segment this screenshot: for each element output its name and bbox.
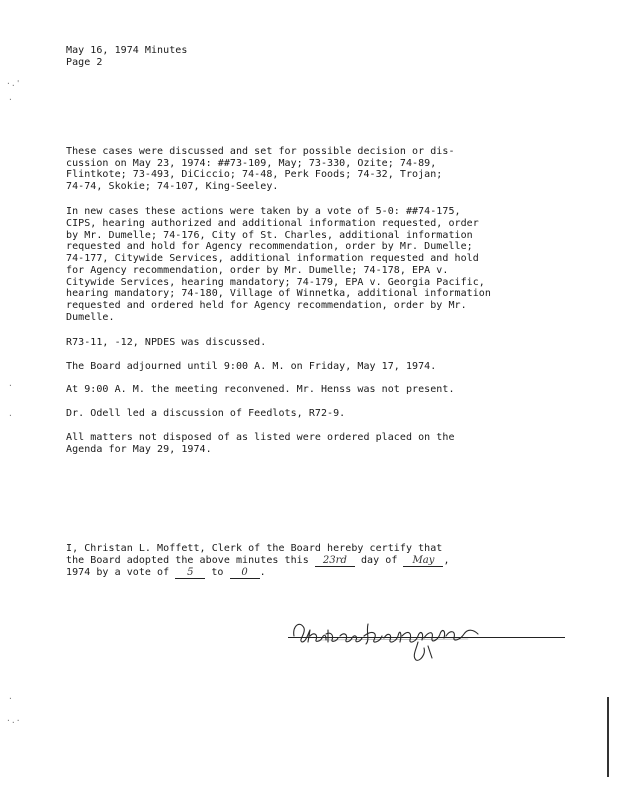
vote-for-field: 5 xyxy=(175,568,205,579)
certification-text: to xyxy=(205,567,230,578)
header-page: Page 2 xyxy=(66,57,103,68)
certification-line xyxy=(66,555,450,567)
text-line: These cases were discussed and set for possible decision or dis- xyxy=(66,146,455,157)
paragraph-reconvened: At 9:00 A. M. the meeting reconvened. Mr. Henss was not present. xyxy=(66,384,455,395)
text-line: 74-177, Citywide Services, additional information requested and hold xyxy=(66,253,479,264)
text-line: requested and hold for Agency recommendation, order by Mr. Dumelle; xyxy=(66,241,473,252)
paragraph-npdes: R73-11, -12, NPDES was discussed. xyxy=(66,337,267,348)
certification-text: . xyxy=(259,567,266,578)
text-line: Agenda for May 29, 1974. xyxy=(66,444,212,455)
scan-speck: ·.· xyxy=(6,716,21,725)
certification-line xyxy=(66,567,266,579)
scan-edge-mark xyxy=(607,697,609,777)
text-line: requested and ordered held for Agency recommendation, order by Mr. xyxy=(66,300,467,311)
paragraph-feedlots: Dr. Odell led a discussion of Feedlots, R72-9. xyxy=(66,408,346,419)
certification-line: I, Christan L. Moffett, Clerk of the Board hereby certify that xyxy=(66,543,443,554)
certification-text: the Board adopted the above minutes this xyxy=(66,555,315,566)
text-line: Citywide Services, hearing mandatory; 74-179, EPA v. Georgia Pacific, xyxy=(66,277,485,288)
certification-text: 1974 by a vote of xyxy=(66,567,176,578)
scan-speck: · xyxy=(8,381,13,390)
text-line: Flintkote; 73-493, DiCiccio; 74-48, Perk Foods; 74-32, Trojan; xyxy=(66,169,443,180)
adoption-month-field: May xyxy=(403,556,443,567)
vote-against-field: 0 xyxy=(230,568,260,579)
text-line: cussion on May 23, 1974: ##73-109, May; 73-330, Ozite; 74-89, xyxy=(66,158,437,169)
header-date: May 16, 1974 Minutes xyxy=(66,45,188,56)
text-line: All matters not disposed of as listed were ordered placed on the xyxy=(66,432,455,443)
text-line: Dumelle. xyxy=(66,312,115,323)
clerk-signature xyxy=(288,608,498,664)
adoption-day-field: 23rd xyxy=(315,556,355,567)
scan-speck: · xyxy=(8,694,13,703)
text-line: CIPS, hearing authorized and additional information requested, order xyxy=(66,218,479,229)
text-line: hearing mandatory; 74-180, Village of Winnetka, additional information xyxy=(66,288,491,299)
scan-speck: ·.' xyxy=(6,79,21,88)
certification-text: day of xyxy=(354,555,404,566)
scan-speck: · xyxy=(8,411,13,420)
paragraph-adjourned: The Board adjourned until 9:00 A. M. on Friday, May 17, 1974. xyxy=(66,361,437,372)
signature-line xyxy=(288,637,565,638)
certification-text: , xyxy=(443,555,450,566)
text-line: In new cases these actions were taken by a vote of 5-0: ##74-175, xyxy=(66,206,461,217)
text-line: by Mr. Dumelle; 74-176, City of St. Charles, additional information xyxy=(66,230,473,241)
text-line: for Agency recommendation, order by Mr. Dumelle; 74-178, EPA v. xyxy=(66,265,449,276)
text-line: 74-74, Skokie; 74-107, King-Seeley. xyxy=(66,181,279,192)
scan-speck: · xyxy=(8,95,13,104)
